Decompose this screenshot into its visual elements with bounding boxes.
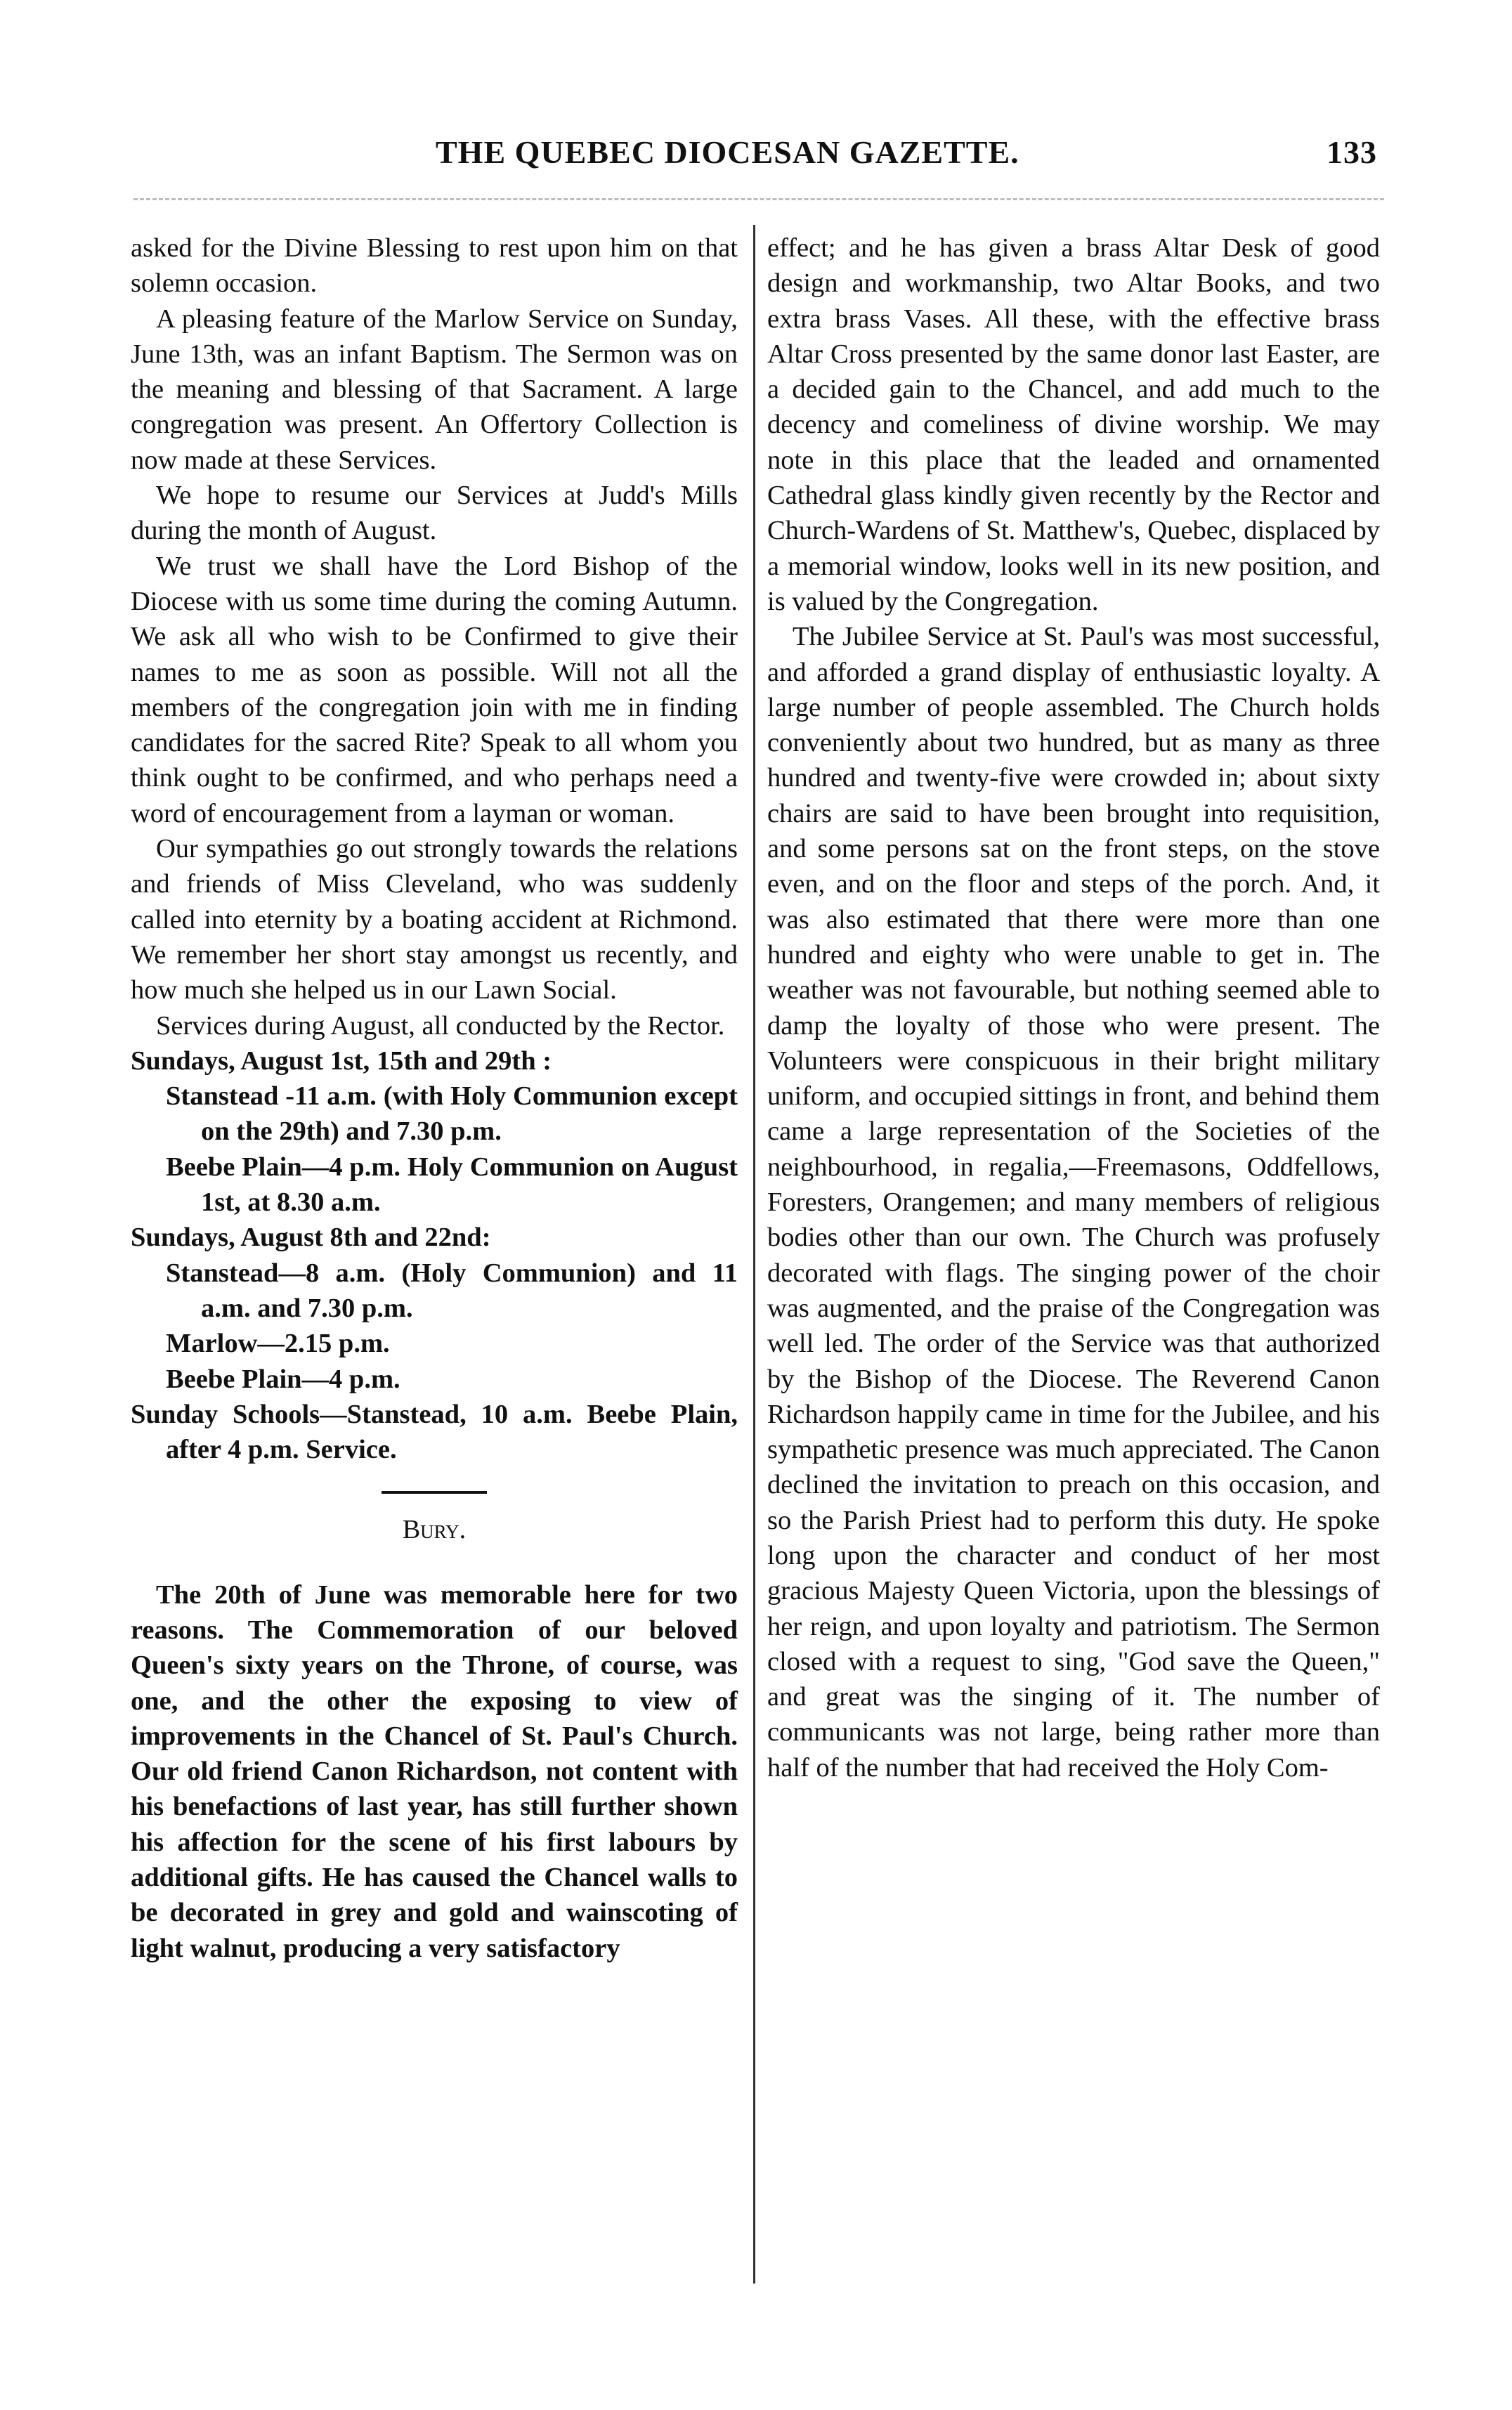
paragraph: A pleasing feature of the Marlow Service on Sunday, June 13th, was an infant Baptism. The Sermon was on the meaning and blessing of that Sacrament. A large congregation was present. An Offertory Collection is now made at these Services. — [131, 304, 738, 475]
paragraph: Our sympathies go out strongly towards the relations and friends of Miss Cleveland, who was suddenly called into eternity by a boating accident at Richmond. We remember her short stay amongst us recently, and how much she helped us in our Lawn Social. — [131, 834, 738, 1005]
column-divider — [753, 225, 755, 2284]
right-column — [767, 230, 1380, 1785]
paragraph: The Jubilee Service at St. Paul's was most successful, and afforded a grand display of enthusiastic loyalty. A large number of people assembled. The Church holds conveniently about two hundred, but as many as three hundred and twenty-five were crowded in; about sixty chairs are said to have been brought into requisition, and some persons sat on the front steps, on the stove even, and on the floor and steps of the porch. And, it was also estimated that there were more than one hundred and eighty who were unable to get in. The weather was not favourable, but nothing seemed able to damp the loyalty of those who were present. The Volunteers were conspicuous in their bright military uniform, and occupied sittings in front, and behind them came a large representation of the Societies of the neighbourhood, in regalia,—Freemasons, Oddfellows, Foresters, Orangemen; and many members of religious bodies other than our own. The Church was profusely decorated with flags. The singing power of the choir was augmented, and the praise of the Congregation was well led. The order of the Service was that authorized by the Bishop of the Diocese. The Reverend Canon Richardson happily came in time for the Jubilee, and his sympathetic presence was much appreciated. The Canon declined the invitation to preach on this occasion, and so the Parish Priest had to perform this duty. He spoke long upon the character and conduct of her most gracious Majesty Queen Victoria, upon the blessings of her reign, and upon loyalty and patriotism. The Sermon closed with a request to sing, "God save the Queen," and great was the singing of it. The number of communicants was not large, being rather more than half of the number that had received the Holy Com- — [767, 622, 1380, 1783]
header-rule — [133, 198, 1384, 200]
paragraph: The 20th of June was memorable here for two reasons. The Commemoration of our beloved Queen's sixty years on the Throne, of course, was one, and the other the exposing to view of improvements in the Chancel of St. Paul's Church. Our old friend Canon Richardson, not content with his benefactions of last year, has still further shown his affection for the scene of his first labours by additional gifts. He has caused the Chancel walls to be decorated in grey and gold and wainscoting of light walnut, producing a very satisfactory — [131, 1579, 738, 1963]
page-title: THE QUEBEC DIOCESAN GAZETTE. — [436, 134, 1019, 170]
schedule-line: Stanstead -11 a.m. (with Holy Communion except on the 29th) and 7.30 p.m. — [166, 1081, 738, 1147]
paragraph: We trust we shall have the Lord Bishop of the Diocese with us some time during the coming Autumn. We ask all who wish to be Confirmed to give their names to me as soon as possible. Will not all the members of the congregation join with me in finding candidates for the sacred Rite? Speak to all whom you think ought to be confirmed, and who perhaps need a word of encouragement from a layman or woman. — [131, 551, 738, 828]
schedule-line: Sunday Schools—Stanstead, 10 a.m. Beebe Plain, after 4 p.m. Service. — [131, 1399, 738, 1465]
bury-section — [131, 1577, 738, 1966]
paragraph: Services during August, all conducted by the Rector. — [156, 1010, 725, 1041]
running-head — [436, 133, 1405, 176]
schedule-line: Beebe Plain—4 p.m. — [166, 1364, 400, 1394]
paragraph: asked for the Divine Blessing to rest upon him on that solemn occasion. — [131, 233, 738, 299]
section-rule — [382, 1491, 487, 1494]
section-heading: Bury. — [402, 1515, 467, 1545]
page-number: 133 — [1327, 134, 1377, 170]
schedule-line: Sundays, August 8th and 22nd: — [131, 1223, 491, 1253]
services-schedule — [131, 1043, 738, 1468]
paragraph: effect; and he has given a brass Altar Desk of good design and workmanship, two Altar Books, and two extra brass Vases. All these, with the effective brass Altar Cross presented by the same donor last Easter, are a decided gain to the Chancel, and add much to the decency and comeliness of divine worship. We may note in this place that the leaded and ornamented Cathedral glass kindly given recently by the Rector and Church-Wardens of St. Matthew's, Quebec, displaced by a memorial window, looks well in its new position, and is valued by the Congregation. — [767, 233, 1380, 616]
schedule-line: Beebe Plain—4 p.m. Holy Communion on August 1st, at 8.30 a.m. — [166, 1152, 738, 1218]
schedule-line: Stanstead—8 a.m. (Holy Communion) and 11 a.m. and 7.30 p.m. — [166, 1258, 738, 1323]
paragraph: We hope to resume our Services at Judd's Mills during the month of August. — [131, 481, 738, 546]
schedule-line: Marlow—2.15 p.m. — [166, 1329, 390, 1359]
left-column — [131, 230, 738, 1966]
schedule-line: Sundays, August 1st, 15th and 29th : — [131, 1046, 552, 1076]
